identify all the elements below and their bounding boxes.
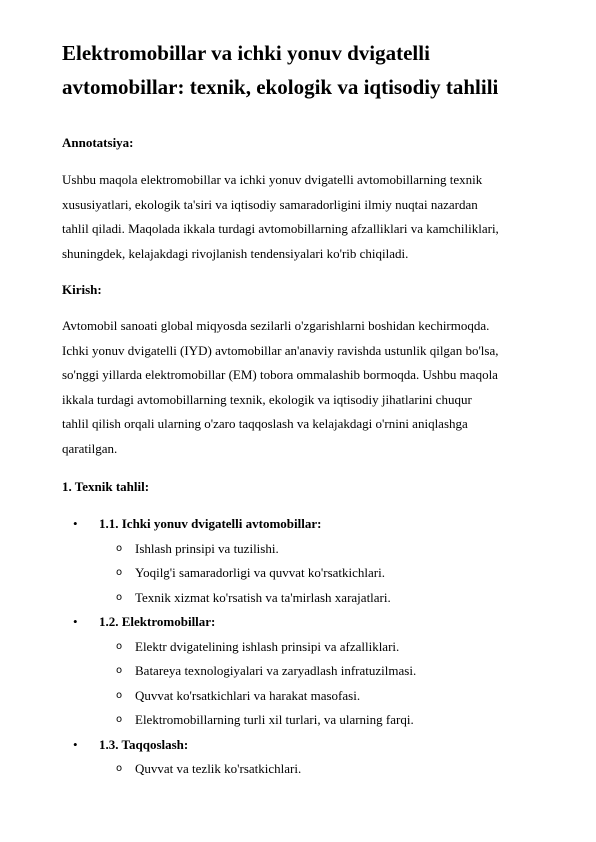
title-line: avtomobillar: texnik, ekologik va iqtisodiy tahlili (62, 75, 499, 99)
circle-bullet-icon: o (116, 763, 123, 774)
circle-bullet-icon: o (116, 542, 123, 554)
list-item (62, 537, 542, 562)
list-item (62, 635, 542, 660)
annotation-heading: Annotatsiya: (62, 135, 134, 150)
document-title (62, 36, 542, 104)
subsection-title: 1.3. Taqqoslash: (99, 736, 189, 752)
list-item-text: Yoqilg'i samaradorligi va quvvat ko'rsatkichlari. (135, 565, 385, 580)
list-item (62, 684, 542, 709)
annotation-line: xususiyatlari, ekologik ta'siri va iqtisodiy samaradorligini ilmiy nuqtai nazardan (62, 196, 478, 212)
list-item-text: Texnik xizmat ko'rsatish va ta'mirlash xarajatlari. (135, 589, 391, 605)
list-item (62, 708, 542, 733)
introduction-line: Ichki yonuv dvigatelli (IYD) avtomobillar an'anaviy ravishda ustunlik qilgan bo'lsa, (62, 342, 499, 358)
introduction-line: tahlil qilish orqali ularning o'zaro taqqoslash va kelajakdagi o'rnini aniqlashga (62, 416, 468, 432)
introduction-line: so'nggi yillarda elektromobillar (EM) tobora ommalashib bormoqda. Ushbu maqola (62, 367, 498, 383)
title-line: Elektromobillar va ichki yonuv dvigatelli (62, 41, 430, 65)
list-item-text: Elektromobillarning turli xil turlari, va ularning farqi. (135, 712, 414, 727)
annotation-line: shuningdek, kelajakdagi rivojlanish tendensiyalari ko'rib chiqiladi. (62, 245, 409, 261)
subsection-title: 1.2. Elektromobillar: (99, 614, 216, 629)
subsection-item (62, 610, 542, 635)
subsection-item (62, 733, 542, 758)
list-item-text: Quvvat va tezlik ko'rsatkichlari. (135, 761, 302, 776)
bullet-icon: • (73, 736, 78, 752)
list-item (62, 561, 542, 586)
introduction-line: qaratilgan. (62, 440, 118, 456)
circle-bullet-icon: o (116, 714, 123, 725)
list-item-text: Elektr dvigatelining ishlash prinsipi va afzalliklari. (135, 638, 400, 654)
list-item-text: Batareya texnologiyalari va zaryadlash infratuzilmasi. (135, 663, 417, 678)
subsection-title: 1.1. Ichki yonuv dvigatelli avtomobillar: (99, 516, 322, 531)
circle-bullet-icon: o (116, 591, 123, 603)
annotation-line: tahlil qiladi. Maqolada ikkala turdagi avtomobillarning afzalliklari va kamchiliklari, (62, 221, 499, 237)
circle-bullet-icon: o (116, 640, 123, 652)
list-item-text: Quvvat ko'rsatkichlari va harakat masofasi. (135, 687, 361, 703)
list-item (62, 586, 542, 611)
introduction-heading: Kirish: (62, 282, 102, 297)
circle-bullet-icon: o (116, 567, 123, 578)
circle-bullet-icon: o (116, 665, 123, 676)
introduction-line: ikkala turdagi avtomobillarning texnik, ekologik va iqtisodiy jihatlarini chuqur (62, 391, 472, 407)
bullet-icon: • (73, 614, 78, 629)
annotation-line: Ushbu maqola elektromobillar va ichki yonuv dvigatelli avtomobillarning texnik (62, 172, 483, 187)
list-item (62, 659, 542, 684)
subsection-item (62, 512, 542, 537)
introduction-paragraph (62, 314, 540, 462)
bullet-icon: • (73, 516, 78, 531)
section-outline (62, 512, 542, 782)
list-item-text: Ishlash prinsipi va tuzilishi. (135, 540, 279, 556)
annotation-paragraph (62, 168, 540, 266)
section-heading: 1. Texnik tahlil: (62, 479, 150, 494)
introduction-line: Avtomobil sanoati global miqyosda sezilarli o'zgarishlarni boshidan kechirmoqda. (62, 318, 490, 333)
circle-bullet-icon: o (116, 689, 123, 701)
list-item (62, 757, 542, 782)
